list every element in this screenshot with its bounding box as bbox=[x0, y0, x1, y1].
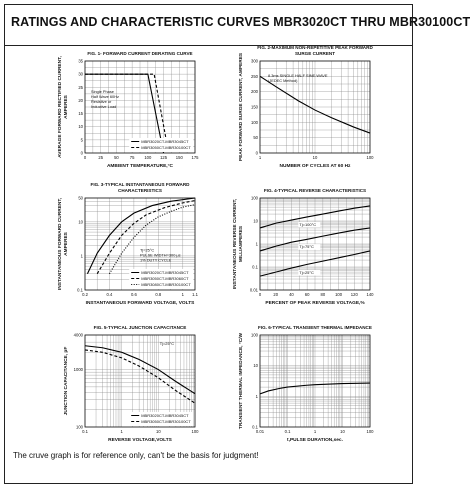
fig1-annotation: Single Phase bbox=[91, 89, 114, 94]
fig3-y-tick-label: 0.1 bbox=[77, 287, 83, 293]
fig5-title: FIG. 5-TYPICAL JUNCTION CAPACITANCE bbox=[93, 325, 187, 330]
fig3-x-tick-label: 0.2 bbox=[82, 292, 88, 297]
fig4-x-tick-label: 20 bbox=[273, 292, 279, 297]
datasheet-page bbox=[4, 4, 470, 484]
fig1-annotation: Resistive or bbox=[91, 99, 112, 104]
fig4-curve-label: Tj=75°C bbox=[299, 244, 314, 250]
fig3-y-tick-label: 10 bbox=[78, 219, 83, 225]
fig5-annotation: Tj=25°C bbox=[159, 341, 175, 346]
fig5-x-tick-label: 10 bbox=[155, 429, 161, 434]
fig5-chart bbox=[63, 325, 199, 443]
fig4-x-tick-label: 120 bbox=[350, 292, 358, 297]
fig2-x-axis-label: NUMBER OF CYCLES AT 60 Hz bbox=[279, 164, 351, 169]
fig1-x-axis-label: AMBIENT TEMPERATURE,°C bbox=[106, 164, 174, 169]
fig5-y-tick-label: 100 bbox=[76, 424, 83, 430]
fig4-x-tick-label: 40 bbox=[289, 292, 294, 297]
fig4-x-tick-label: 60 bbox=[304, 292, 310, 297]
footer-note: The cruve graph is for reference only, can't be the basis for judgment! bbox=[13, 451, 259, 460]
fig1-y-tick-label: 25 bbox=[78, 84, 83, 90]
fig2-title: FIG. 2-MAXIMUM NON-REPETITIVE PEAK FORWARD bbox=[257, 45, 373, 50]
fig6-y-tick-label: 0.1 bbox=[252, 424, 258, 430]
fig4-title: FIG. 4-TYPICAL REVERSE CHARACTERISTICS bbox=[263, 188, 367, 193]
fig3-title: FIG. 3-TYPICAL INSTANTANEOUS FORWARD bbox=[90, 182, 190, 187]
fig2-x-tick-label: 100 bbox=[366, 155, 374, 160]
fig3-x-axis-label: INSTANTANEOUS FORWARD VOLTAGE, VOLTS bbox=[85, 301, 195, 306]
fig6-x-tick-label: 1 bbox=[313, 429, 317, 434]
fig6-y-tick-label: 10 bbox=[253, 363, 258, 369]
fig4-x-axis-label: PERCENT OF PEAK REVERSE VOLTAGE,% bbox=[265, 301, 365, 306]
fig3-x-tick-label: 0.8 bbox=[155, 292, 162, 297]
fig2-y-tick-label: 200 bbox=[251, 89, 258, 95]
fig6-y-tick-label: 100 bbox=[251, 332, 258, 338]
fig3-annotation: PULSE WIDTH=300 μs bbox=[140, 252, 181, 258]
fig3-y-tick-label: 50 bbox=[78, 195, 83, 201]
fig4-curve-label: Tj=100°C bbox=[299, 222, 317, 228]
fig2-y-tick-label: 150 bbox=[251, 104, 258, 110]
fig5-x-tick-label: 0.1 bbox=[82, 429, 88, 434]
fig1-y-tick-label: 10 bbox=[78, 124, 83, 130]
fig2-y-tick-label: 300 bbox=[251, 58, 258, 64]
fig2-y-tick-label: 100 bbox=[251, 119, 258, 125]
fig2-annotation: (JEDEC Method) bbox=[268, 78, 298, 83]
fig5-y-axis-label: JUNCTION CAPACITANCE, pF bbox=[64, 346, 69, 416]
fig3-y-tick-label: 1 bbox=[80, 253, 83, 259]
fig5-x-tick-label: 100 bbox=[191, 429, 199, 434]
fig1-y-tick-label: 0 bbox=[80, 150, 83, 156]
fig1-x-tick-label: 175 bbox=[191, 155, 199, 160]
fig3-x-tick-label: 1 bbox=[181, 292, 184, 297]
fig1-legend-label: MBR3020CT-MBR3045CT bbox=[141, 139, 189, 144]
fig2-y-axis-label: PEAK FORWARD SURGE CURRENT, AMPERES bbox=[239, 52, 244, 162]
fig4-y-tick-label: 0.01 bbox=[249, 287, 258, 293]
fig2-title: SURGE CURRENT bbox=[294, 51, 336, 56]
fig5-y-tick-label: 1000 bbox=[73, 367, 83, 373]
fig3-x-tick-label: 1.1 bbox=[192, 292, 198, 297]
fig2-y-tick-label: 50 bbox=[253, 135, 258, 141]
fig5-legend-label: MBR3050CT-MBR30100CT bbox=[141, 419, 191, 424]
fig6-x-tick-label: 10 bbox=[340, 429, 345, 434]
fig1-chart bbox=[57, 51, 199, 169]
fig5-series-line bbox=[85, 350, 195, 403]
fig2-x-tick-label: 1 bbox=[258, 155, 262, 160]
fig5-x-tick-label: 1 bbox=[120, 429, 123, 434]
fig1-x-tick-label: 150 bbox=[175, 155, 183, 160]
fig6-y-axis-label: TRANSIENT THERMAL IMPEDANCE, °C/W bbox=[239, 332, 244, 430]
fig1-y-tick-label: 35 bbox=[78, 58, 83, 64]
fig6-title: FIG. 6-TYPICAL TRANSIENT THERMAL IMPEDANCE bbox=[258, 325, 372, 330]
fig3-x-tick-label: 0.6 bbox=[130, 292, 137, 297]
fig4-x-tick-label: 100 bbox=[335, 292, 343, 297]
fig1-annotation: Half Wave 60Hz bbox=[91, 94, 119, 99]
fig1-legend-label: MBR3050CT-MBR30100CT bbox=[141, 145, 191, 150]
fig6-x-tick-label: 100 bbox=[366, 429, 374, 434]
fig1-x-tick-label: 0 bbox=[83, 155, 87, 160]
fig1-y-tick-label: 15 bbox=[78, 111, 83, 117]
fig2-annotation: 8.3ms SINGLE HALF SINE-WAVE bbox=[268, 73, 328, 78]
fig1-y-tick-label: 5 bbox=[80, 137, 83, 143]
fig6-chart bbox=[238, 325, 374, 443]
fig5-legend-label: MBR3020CT-MBR3045CT bbox=[141, 413, 189, 418]
fig4-y-tick-label: 100 bbox=[251, 195, 258, 201]
fig1-annotation: Inductive Load bbox=[91, 104, 117, 109]
fig3-y-axis-label: AMPERES bbox=[64, 232, 69, 256]
fig3-annotation: 1% DUTY CYCLE bbox=[140, 257, 172, 263]
fig4-y-tick-label: 10 bbox=[253, 218, 258, 224]
fig6-x-axis-label: t,PULSE DURATION,sec. bbox=[287, 438, 343, 443]
fig4-y-tick-label: 1 bbox=[255, 241, 258, 247]
fig3-legend-label: MBR3050CT-MBR3060CT bbox=[141, 276, 189, 281]
fig1-y-axis-label: AVERAGE FORWARD RECTIFIED CURRENT, bbox=[58, 56, 63, 158]
fig6-y-tick-label: 1 bbox=[255, 393, 258, 399]
fig1-x-tick-label: 75 bbox=[129, 155, 135, 160]
figures-panel bbox=[5, 5, 412, 483]
fig4-x-tick-label: 140 bbox=[366, 292, 374, 297]
fig4-y-axis-label: MILLIAMPERES bbox=[239, 225, 244, 263]
fig1-y-tick-label: 20 bbox=[78, 97, 83, 103]
fig2-x-tick-label: 10 bbox=[312, 155, 318, 160]
fig1-x-tick-label: 25 bbox=[98, 155, 104, 160]
fig4-x-tick-label: 80 bbox=[320, 292, 326, 297]
fig3-chart bbox=[57, 182, 199, 306]
fig3-legend-label: MBR3080CT-MBR30100CT bbox=[141, 282, 191, 287]
fig3-title: CHARACTERISTICS bbox=[118, 188, 162, 193]
page-title: RATINGS AND CHARACTERISTIC CURVES MBR3020CT THRU MBR30100CT bbox=[11, 15, 470, 29]
fig4-y-axis-label: INSTANTANEOUS REVERSE CURRENT, bbox=[233, 198, 238, 290]
fig3-series-line bbox=[87, 198, 195, 274]
fig1-x-tick-label: 50 bbox=[114, 155, 119, 160]
fig5-x-axis-label: REVERSE VOLTAGE,VOLTS bbox=[108, 438, 172, 443]
fig1-y-axis-label: AMPERES bbox=[64, 95, 69, 119]
fig6-x-tick-label: 0.01 bbox=[255, 429, 265, 434]
fig1-title: FIG. 1- FORWARD CURRENT DERATING CURVE bbox=[87, 51, 193, 56]
fig4-y-tick-label: 0.1 bbox=[252, 264, 258, 270]
fig4-curve-label: Tj=25°C bbox=[299, 270, 314, 276]
fig2-y-tick-label: 0 bbox=[255, 150, 258, 156]
fig1-x-tick-label: 125 bbox=[160, 155, 168, 160]
fig4-x-tick-label: 0 bbox=[258, 292, 262, 297]
fig1-x-tick-label: 100 bbox=[144, 155, 152, 160]
fig5-y-tick-label: 4000 bbox=[73, 332, 83, 338]
fig3-y-axis-label: INSTANTANEOUS FORWARD CURRENT, bbox=[58, 197, 63, 291]
fig6-x-tick-label: 0.1 bbox=[284, 429, 291, 434]
fig4-chart bbox=[232, 188, 374, 306]
fig2-chart bbox=[238, 45, 374, 169]
fig3-annotation: Tj=25°C bbox=[140, 247, 155, 253]
fig3-legend-label: MBR3020CT-MBR3045CT bbox=[141, 270, 189, 275]
fig2-y-tick-label: 250 bbox=[251, 73, 258, 79]
fig3-x-tick-label: 0.4 bbox=[106, 292, 113, 297]
fig1-y-tick-label: 30 bbox=[78, 71, 83, 77]
